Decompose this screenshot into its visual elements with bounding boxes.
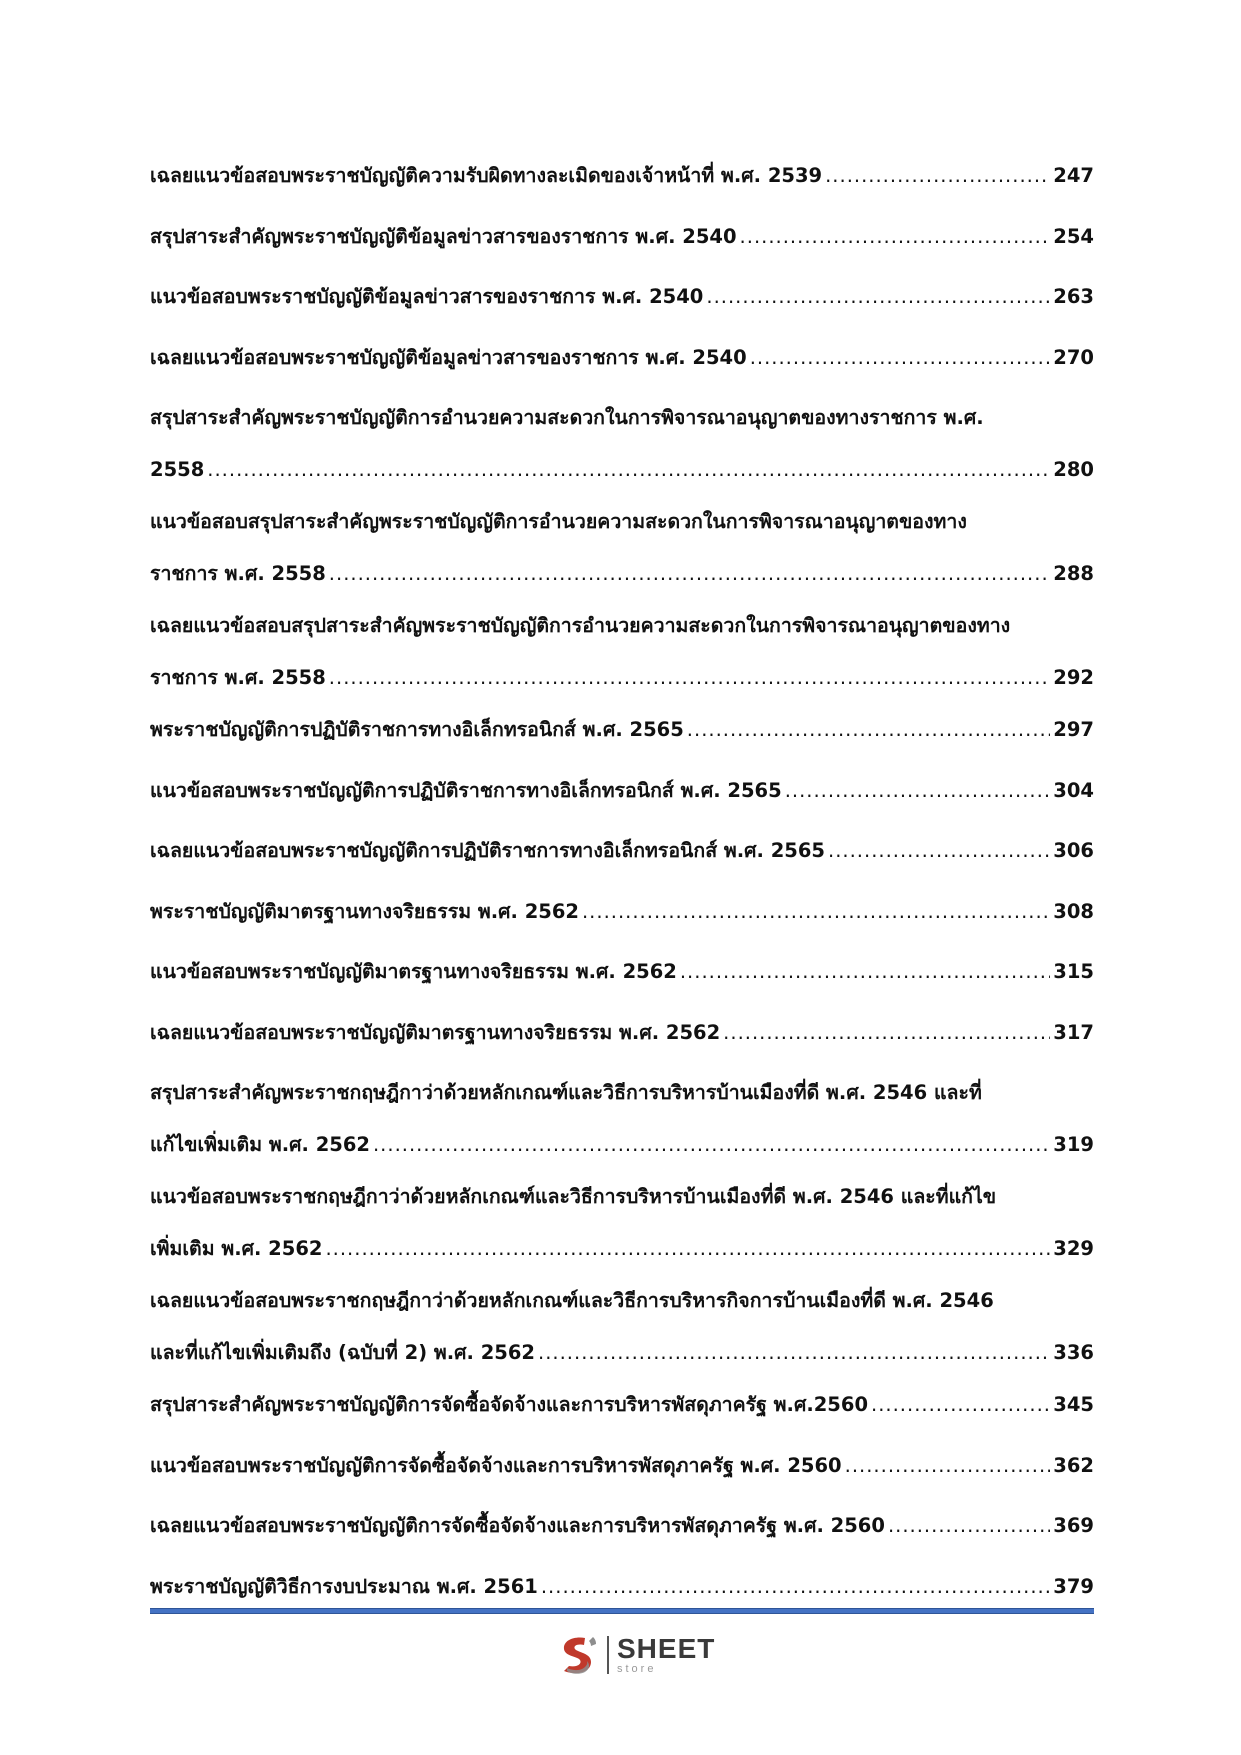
toc-leader-dots — [740, 211, 1051, 263]
toc-leader-dots — [785, 765, 1051, 817]
toc-entry-title-line1: แนวข้อสอบสรุปสาระสำคัญพระราชบัญญัติการอำนวยความสะดวกในการพิจารณาอนุญาตของทาง — [150, 510, 967, 533]
toc-entry-title: พระราชบัญญัติวิธีการงบประมาณ พ.ศ. 2561 — [150, 1574, 538, 1598]
toc-leader-dots — [871, 1379, 1050, 1431]
toc-leader-dots — [706, 271, 1050, 323]
toc-entry-title-line2: และที่แก้ไขเพิ่มเติมถึง (ฉบับที่ 2) พ.ศ. 2562 — [150, 1341, 536, 1364]
toc-leader-dots — [723, 1007, 1050, 1059]
sheet-store-logo — [555, 1628, 715, 1682]
logo-wordmark: SHEET — [617, 1633, 716, 1664]
toc-entry[interactable] — [150, 150, 1094, 202]
toc-entry-page: 362 — [1053, 1453, 1094, 1477]
toc-entry[interactable] — [150, 704, 1094, 756]
toc-entry-title-line1: แนวข้อสอบพระราชกฤษฎีกาว่าด้วยหลักเกณฑ์และวิธีการบริหารบ้านเมืองที่ดี พ.ศ. 2546 และที่แก้ไข — [150, 1185, 997, 1208]
toc-entry-title-line2: แก้ไขเพิ่มเติม พ.ศ. 2562 — [150, 1133, 370, 1156]
toc-leader-dots — [329, 652, 1050, 704]
toc-entry-page: 379 — [1053, 1574, 1094, 1598]
logo-text — [617, 1635, 715, 1675]
toc-entry-title: เฉลยแนวข้อสอบพระราชบัญญัติมาตรฐานทางจริยธรรม พ.ศ. 2562 — [150, 1020, 721, 1044]
toc-leader-dots — [825, 150, 1050, 202]
toc-entry-title-line2: เพิ่มเติม พ.ศ. 2562 — [150, 1237, 323, 1260]
toc-entry-title-line1: เฉลยแนวข้อสอบพระราชกฤษฎีกาว่าด้วยหลักเกณฑ์และวิธีการบริหารกิจการบ้านเมืองที่ดี พ.ศ. 2546 — [150, 1289, 994, 1312]
footer-divider — [150, 1608, 1094, 1614]
toc-leader-dots — [687, 704, 1050, 756]
toc-entry-page: 270 — [1053, 345, 1094, 369]
toc-leader-dots — [828, 825, 1050, 877]
toc-entry-title-line1: เฉลยแนวข้อสอบสรุปสาระสำคัญพระราชบัญญัติการอำนวยความสะดวกในการพิจารณาอนุญาตของทาง — [150, 614, 1011, 637]
logo-separator — [607, 1636, 609, 1674]
toc-leader-dots — [845, 1440, 1051, 1492]
toc-entry[interactable] — [150, 1275, 1094, 1379]
toc-leader-dots — [329, 548, 1050, 600]
toc-entry[interactable] — [150, 496, 1094, 600]
toc-leader-dots — [750, 332, 1051, 384]
toc-leader-dots — [541, 1561, 1050, 1613]
toc-entry[interactable] — [150, 600, 1094, 704]
toc-entry[interactable] — [150, 392, 1094, 496]
toc-leader-dots — [325, 1223, 1050, 1275]
toc-entry-title-line1: สรุปสาระสำคัญพระราชกฤษฎีกาว่าด้วยหลักเกณฑ์และวิธีการบริหารบ้านเมืองที่ดี พ.ศ. 2546 และที่ — [150, 1081, 982, 1104]
toc-entry-title: แนวข้อสอบพระราชบัญญัติมาตรฐานทางจริยธรรม พ.ศ. 2562 — [150, 960, 677, 983]
toc-entry-page: 254 — [1053, 224, 1094, 248]
toc-entry-page: 263 — [1053, 285, 1094, 308]
toc-entry[interactable] — [150, 765, 1094, 817]
toc-entry[interactable] — [150, 1067, 1094, 1171]
toc-entry-title-line2: ราชการ พ.ศ. 2558 — [150, 562, 326, 585]
toc-entry-page: 304 — [1053, 778, 1094, 802]
toc-entry-title: แนวข้อสอบพระราชบัญญัติการปฏิบัติราชการทางอิเล็กทรอนิกส์ พ.ศ. 2565 — [150, 778, 782, 802]
toc-entry[interactable] — [150, 332, 1094, 384]
toc-entry-page: 308 — [1053, 899, 1094, 923]
toc-entry-page: 315 — [1053, 960, 1094, 983]
toc-entry[interactable] — [150, 1500, 1094, 1552]
toc-leader-dots — [582, 886, 1050, 938]
toc-leader-dots — [680, 946, 1050, 998]
toc-entry-page: 317 — [1053, 1020, 1094, 1044]
toc-entry-title: สรุปสาระสำคัญพระราชบัญญัติการจัดซื้อจัดจ้างและการบริหารพัสดุภาครัฐ พ.ศ.2560 — [150, 1393, 869, 1416]
toc-entry[interactable] — [150, 1379, 1094, 1431]
toc-entry-page: 336 — [1053, 1341, 1094, 1364]
table-of-contents — [150, 150, 1094, 1621]
toc-entry-title-line2: 2558 — [150, 458, 205, 481]
toc-entry[interactable] — [150, 886, 1094, 938]
toc-entry[interactable] — [150, 1007, 1094, 1059]
toc-entry-page: 306 — [1053, 839, 1094, 862]
toc-entry-title: สรุปสาระสำคัญพระราชบัญญัติข้อมูลข่าวสารของราชการ พ.ศ. 2540 — [150, 224, 737, 248]
toc-entry-page: 369 — [1053, 1514, 1094, 1537]
toc-entry-page: 280 — [1053, 458, 1094, 481]
toc-entry-title-line1: สรุปสาระสำคัญพระราชบัญญัติการอำนวยความสะดวกในการพิจารณาอนุญาตของทางราชการ พ.ศ. — [150, 406, 984, 429]
toc-entry-title: พระราชบัญญัติมาตรฐานทางจริยธรรม พ.ศ. 2562 — [150, 899, 579, 923]
toc-entry-title: เฉลยแนวข้อสอบพระราชบัญญัติความรับผิดทางละเมิดของเจ้าหน้าที่ พ.ศ. 2539 — [150, 164, 823, 187]
toc-entry-page: 319 — [1053, 1133, 1094, 1156]
toc-entry[interactable] — [150, 825, 1094, 877]
toc-entry-page: 288 — [1053, 562, 1094, 585]
logo-subtitle: store — [617, 1663, 657, 1675]
toc-entry-title: เฉลยแนวข้อสอบพระราชบัญญัติการจัดซื้อจัดจ้างและการบริหารพัสดุภาครัฐ พ.ศ. 2560 — [150, 1514, 885, 1537]
toc-leader-dots — [207, 444, 1050, 496]
toc-entry[interactable] — [150, 1440, 1094, 1492]
toc-entry-title: แนวข้อสอบพระราชบัญญัติข้อมูลข่าวสารของราชการ พ.ศ. 2540 — [150, 285, 704, 308]
sheet-store-logo-icon — [555, 1632, 601, 1678]
toc-entry-title: เฉลยแนวข้อสอบพระราชบัญญัติข้อมูลข่าวสารของราชการ พ.ศ. 2540 — [150, 345, 747, 369]
toc-entry-title: พระราชบัญญัติการปฏิบัติราชการทางอิเล็กทรอนิกส์ พ.ศ. 2565 — [150, 718, 684, 741]
toc-entry[interactable] — [150, 211, 1094, 263]
toc-leader-dots — [888, 1500, 1050, 1552]
toc-entry[interactable] — [150, 1561, 1094, 1613]
toc-entry-title-line2: ราชการ พ.ศ. 2558 — [150, 666, 326, 689]
toc-entry-page: 329 — [1053, 1237, 1094, 1260]
toc-entry-title: เฉลยแนวข้อสอบพระราชบัญญัติการปฏิบัติราชการทางอิเล็กทรอนิกส์ พ.ศ. 2565 — [150, 839, 825, 862]
toc-entry[interactable] — [150, 1171, 1094, 1275]
toc-entry[interactable] — [150, 271, 1094, 323]
toc-leader-dots — [538, 1327, 1050, 1379]
toc-entry-page: 247 — [1053, 164, 1094, 187]
toc-entry-page: 297 — [1053, 718, 1094, 741]
toc-entry-title: แนวข้อสอบพระราชบัญญัติการจัดซื้อจัดจ้างและการบริหารพัสดุภาครัฐ พ.ศ. 2560 — [150, 1453, 842, 1477]
toc-entry-page: 345 — [1053, 1393, 1094, 1416]
toc-leader-dots — [373, 1119, 1050, 1171]
toc-entry-page: 292 — [1053, 666, 1094, 689]
toc-entry[interactable] — [150, 946, 1094, 998]
